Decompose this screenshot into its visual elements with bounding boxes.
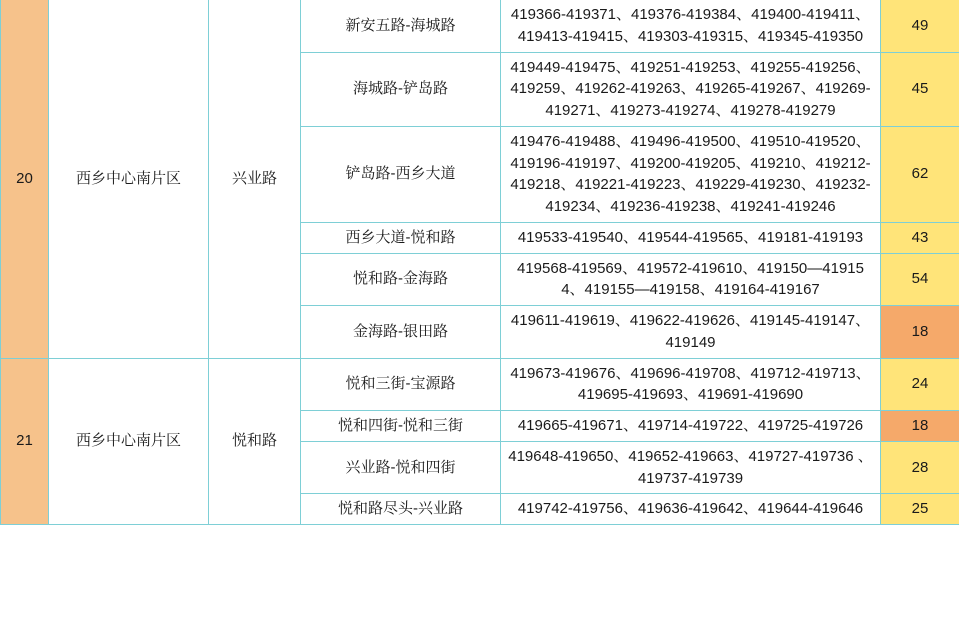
- count-cell: 62: [881, 126, 959, 222]
- table-row: [1, 0, 959, 52]
- numbers-cell: 419742-419756、419636-419642、419644-419646: [501, 494, 881, 525]
- segment-cell: 兴业路-悦和四街: [301, 441, 501, 494]
- segment-cell: 海城路-铲岛路: [301, 52, 501, 126]
- segment-cell: 悦和四街-悦和三街: [301, 411, 501, 442]
- table-row: [1, 358, 959, 411]
- count-cell: 43: [881, 222, 959, 253]
- count-cell: 28: [881, 441, 959, 494]
- segment-cell: 悦和路-金海路: [301, 253, 501, 306]
- count-cell: 24: [881, 358, 959, 411]
- numbers-cell: 419366-419371、419376-419384、419400-419411、419413-419415、419303-419315、419345-419350: [501, 0, 881, 52]
- segment-cell: 悦和三街-宝源路: [301, 358, 501, 411]
- numbers-cell: 419673-419676、419696-419708、419712-419713、419695-419693、419691-419690: [501, 358, 881, 411]
- numbers-cell: 419568-419569、419572-419610、419150—419154、419155—419158、419164-419167: [501, 253, 881, 306]
- group-area: 西乡中心南片区: [49, 358, 209, 525]
- count-cell: 25: [881, 494, 959, 525]
- numbers-cell: 419648-419650、419652-419663、419727-419736 、419737-419739: [501, 441, 881, 494]
- group-road: 兴业路: [209, 0, 301, 358]
- numbers-cell: 419449-419475、419251-419253、419255-419256、419259、419262-419263、419265-419267、419269-419271、419273-419274、419278-419279: [501, 52, 881, 126]
- group-area: 西乡中心南片区: [49, 0, 209, 358]
- numbers-cell: 419476-419488、419496-419500、419510-419520、419196-419197、419200-419205、419210、419212-419218、419221-419223、419229-419230、419232-419234、419236-419238、419241-419246: [501, 126, 881, 222]
- segment-cell: 铲岛路-西乡大道: [301, 126, 501, 222]
- group-road: 悦和路: [209, 358, 301, 525]
- count-cell: 54: [881, 253, 959, 306]
- numbers-cell: 419533-419540、419544-419565、419181-419193: [501, 222, 881, 253]
- group-index: 21: [1, 358, 49, 525]
- segment-cell: 金海路-银田路: [301, 306, 501, 359]
- numbers-cell: 419665-419671、419714-419722、419725-419726: [501, 411, 881, 442]
- group-index: 20: [1, 0, 49, 358]
- segment-cell: 悦和路尽头-兴业路: [301, 494, 501, 525]
- segment-cell: 新安五路-海城路: [301, 0, 501, 52]
- count-cell: 18: [881, 411, 959, 442]
- count-cell: 49: [881, 0, 959, 52]
- segment-cell: 西乡大道-悦和路: [301, 222, 501, 253]
- numbers-cell: 419611-419619、419622-419626、419145-419147、419149: [501, 306, 881, 359]
- count-cell: 18: [881, 306, 959, 359]
- table-body: [1, 0, 959, 525]
- count-cell: 45: [881, 52, 959, 126]
